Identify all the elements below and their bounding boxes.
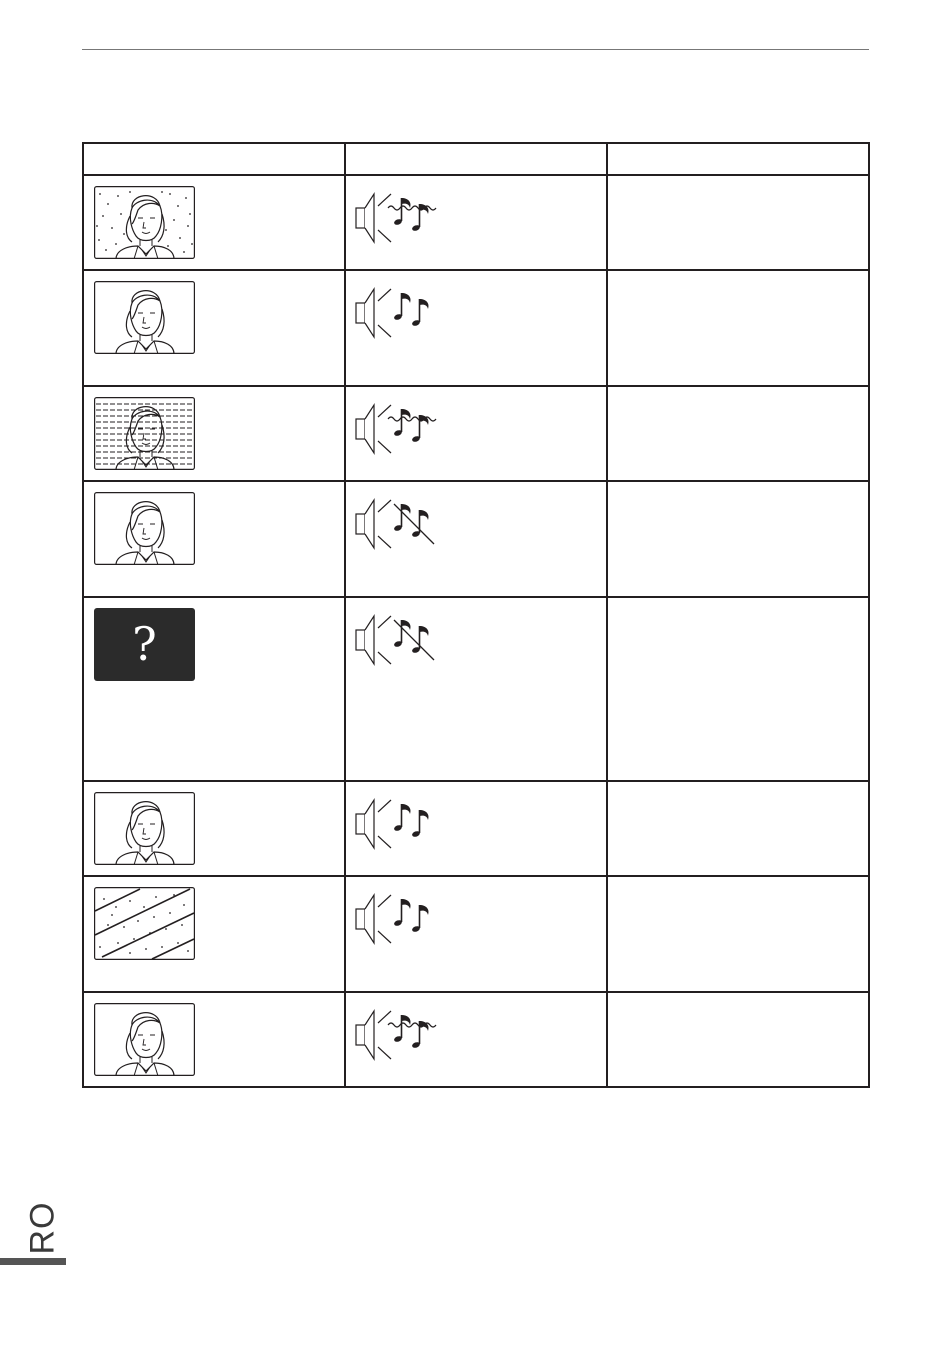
picture-cell <box>83 992 345 1087</box>
remedy-cell <box>607 992 869 1087</box>
noisy-sound-icon <box>354 184 454 264</box>
sound-cell <box>345 992 607 1087</box>
picture-cell <box>83 175 345 270</box>
picture-cell <box>83 597 345 781</box>
snowy-picture-icon <box>94 186 195 259</box>
noisy-sound-icon <box>354 395 454 475</box>
table-row <box>83 175 869 270</box>
sound-cell <box>345 270 607 386</box>
picture-cell <box>83 270 345 386</box>
troubleshooting-table <box>82 142 870 1088</box>
diagonal-noise-picture-icon <box>94 887 195 960</box>
picture-cell <box>83 876 345 992</box>
picture-cell <box>83 781 345 876</box>
clear-picture-icon <box>94 792 195 865</box>
remedy-cell <box>607 597 869 781</box>
sound-cell <box>345 597 607 781</box>
noisy-sound-icon <box>354 1001 454 1081</box>
sound-cell <box>345 781 607 876</box>
table-row <box>83 481 869 597</box>
no-sound-icon <box>354 606 454 686</box>
top-rule <box>82 49 869 50</box>
table-row <box>83 597 869 781</box>
table-row <box>83 876 869 992</box>
sound-cell <box>345 386 607 481</box>
clear-picture-icon <box>94 1003 195 1076</box>
header-picture <box>83 143 345 175</box>
clear-sound-icon <box>354 279 454 359</box>
table-row <box>83 270 869 386</box>
remedy-cell <box>607 876 869 992</box>
table-row <box>83 386 869 481</box>
header-sound <box>345 143 607 175</box>
picture-cell <box>83 481 345 597</box>
remedy-cell <box>607 386 869 481</box>
sound-cell <box>345 175 607 270</box>
clear-sound-icon <box>354 790 454 870</box>
clear-picture-icon <box>94 281 195 354</box>
table-row <box>83 781 869 876</box>
language-tab-label: RO <box>23 1201 62 1255</box>
clear-sound-icon <box>354 885 454 965</box>
header-row <box>83 143 869 175</box>
sound-cell <box>345 481 607 597</box>
remedy-cell <box>607 270 869 386</box>
remedy-cell <box>607 481 869 597</box>
sound-cell <box>345 876 607 992</box>
no-picture-icon: ? <box>94 608 195 681</box>
striped-picture-icon <box>94 397 195 470</box>
remedy-cell <box>607 781 869 876</box>
picture-cell <box>83 386 345 481</box>
remedy-cell <box>607 175 869 270</box>
header-remedy <box>607 143 869 175</box>
no-sound-icon <box>354 490 454 570</box>
table-row <box>83 992 869 1087</box>
language-tab-bar <box>0 1258 66 1265</box>
clear-picture-icon <box>94 492 195 565</box>
